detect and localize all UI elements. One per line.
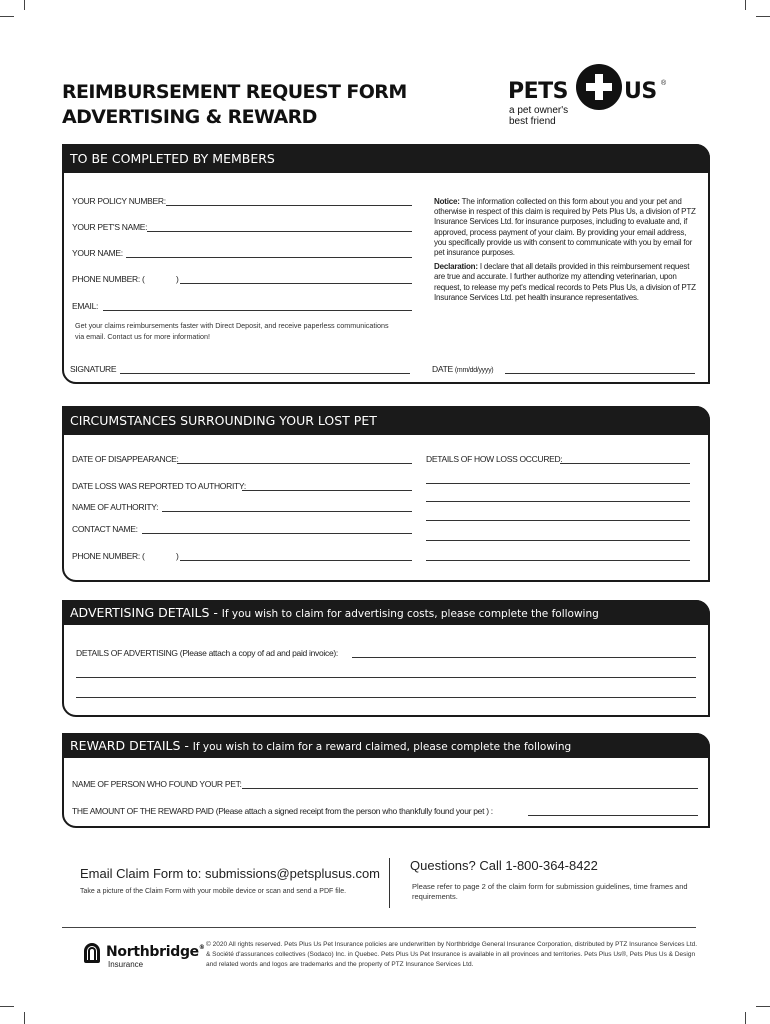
plus-icon — [586, 83, 612, 91]
logo-text-pets: PETS — [508, 79, 569, 104]
direct-deposit-line-1: Get your claims reimbursements faster with Direct Deposit, and receive paperless communications — [75, 321, 389, 330]
advertising-heading: ADVERTISING DETAILS - — [70, 605, 218, 620]
notice-title: Notice: — [434, 197, 460, 206]
reward-subheading: If you wish to claim for a reward claimed, please complete the following — [192, 741, 572, 753]
date-format: (mm/dd/yyyy) — [454, 367, 494, 374]
crop-mark — [0, 1006, 14, 1007]
reward-amount-label: THE AMOUNT OF THE REWARD PAID (Please attach a signed receipt from the person who thankfully found your pet ) : — [72, 806, 493, 816]
date-of-disappearance-field[interactable] — [177, 463, 412, 464]
authority-name-label: NAME OF AUTHORITY: — [72, 502, 159, 512]
your-name-label: YOUR NAME: — [72, 248, 123, 258]
pet-name-field[interactable] — [147, 231, 412, 232]
direct-deposit-line-2: via email. Contact us for more information! — [75, 332, 211, 341]
direct-deposit-note — [75, 320, 420, 342]
tagline-line-1: a pet owner's — [509, 105, 569, 116]
footer-rule — [62, 927, 696, 928]
loss-details-field[interactable] — [560, 463, 690, 464]
finder-name-label: NAME OF PERSON WHO FOUND YOUR PET: — [72, 779, 242, 789]
date-label — [432, 364, 493, 374]
declaration-title: Declaration: — [434, 262, 478, 272]
form-title — [62, 80, 407, 130]
email-label: EMAIL: — [72, 301, 99, 311]
policy-number-field[interactable] — [166, 205, 412, 206]
crop-mark — [0, 16, 14, 17]
loss-details-line[interactable] — [426, 501, 690, 502]
lost-pet-heading: CIRCUMSTANCES SURROUNDING YOUR LOST PET — [70, 413, 377, 428]
signature-label: SIGNATURE — [70, 364, 117, 374]
advertising-section — [62, 600, 710, 717]
advertising-details-field[interactable] — [352, 657, 696, 658]
declaration-paragraph — [434, 262, 696, 303]
advertising-section-header — [62, 600, 710, 625]
questions-phone-line: Questions? Call 1-800-364-8422 — [410, 858, 598, 873]
pets-plus-us-logo — [508, 64, 678, 134]
logo-tagline — [509, 105, 568, 127]
northbridge-insurance: Insurance — [108, 960, 144, 969]
notice-text: The information collected on this form about you and your pet and otherwise in respect of this claim is required by Pets Plus Us, a division of PTZ Insurance Services Ltd. for insurance purposes, including to evaluate and, if approved, process payment of your claim. By providing your email address, you specifically provide us with consent to communicate with you by email for pet insurance purposes. — [434, 197, 696, 258]
date-label-text: DATE — [432, 364, 453, 374]
reward-heading: REWARD DETAILS - — [70, 738, 189, 753]
crop-mark — [24, 0, 25, 10]
email-claim-instructions: Take a picture of the Claim Form with your mobile device or scan and send a PDF file. — [80, 888, 347, 895]
phone-number-field[interactable] — [180, 283, 412, 284]
tagline-line-2: best friend — [509, 116, 556, 127]
loss-details-line[interactable] — [426, 560, 690, 561]
loss-details-label: DETAILS OF HOW LOSS OCCURED: — [426, 454, 563, 464]
legal-notice: © 2020 All rights reserved. Pets Plus Us Pet Insurance policies are underwritten by Northbridge General Insurance Corporation, distributed by PTZ Insurance Services Ltd. & Société d'assurances collectives (Sodaco) Inc. in Quebec. Pets Plus Us Pet Insurance is available in all provinces and territories. Pets Plus Us®, Pets Plus Us & Design and related words and logos are trademarks and the property of PTZ Insurance Services Ltd. — [206, 941, 698, 968]
crop-mark — [756, 1006, 770, 1007]
northbridge-reg: ® — [198, 944, 205, 951]
members-section-header — [62, 144, 710, 173]
reward-section-header — [62, 733, 710, 758]
members-heading: TO BE COMPLETED BY MEMBERS — [70, 151, 275, 166]
lost-pet-section — [62, 406, 710, 582]
advertising-subheading: If you wish to claim for advertising costs, please complete the following — [221, 608, 599, 620]
loss-details-line[interactable] — [426, 483, 690, 484]
questions-instructions: Please refer to page 2 of the claim form for submission guidelines, time frames and requirements. — [412, 882, 688, 901]
date-reported-field[interactable] — [242, 490, 412, 491]
loss-details-line[interactable] — [426, 540, 690, 541]
advertising-details-line[interactable] — [76, 697, 696, 698]
date-reported-label: DATE LOSS WAS REPORTED TO AUTHORITY: — [72, 481, 246, 491]
contact-name-field[interactable] — [142, 533, 412, 534]
reward-amount-field[interactable] — [528, 815, 698, 816]
policy-number-label: YOUR POLICY NUMBER: — [72, 196, 166, 206]
northbridge-name-text: Northbridge — [106, 944, 199, 960]
lost-pet-section-header — [62, 406, 710, 435]
logo-text-us: US — [624, 79, 657, 104]
title-line-1: REIMBURSEMENT REQUEST FORM — [62, 81, 407, 103]
lost-pet-phone-field[interactable] — [180, 560, 412, 561]
northbridge-name — [106, 944, 205, 960]
title-line-2: ADVERTISING & REWARD — [62, 106, 317, 128]
phone-number-label: PHONE NUMBER: ( — [72, 274, 145, 284]
notice-paragraph — [434, 197, 696, 258]
logo-registered: ® — [661, 80, 667, 87]
footer-divider — [389, 858, 390, 908]
your-name-field[interactable] — [126, 257, 412, 258]
loss-details-line[interactable] — [426, 520, 690, 521]
declaration-text: I declare that all details provided in this reimbursement request are true and accurate. I further authorize my attending veterinarian, upon request, to release my pet's medical records to Pets Plus Us, a division of PTZ Insurance Services Ltd. pet health insurance representatives. — [434, 262, 696, 302]
advertising-details-label: DETAILS OF ADVERTISING (Please attach a copy of ad and paid invoice): — [76, 648, 338, 658]
northbridge-logo — [84, 941, 205, 971]
phone-close-paren: ) — [176, 274, 179, 284]
finder-name-field[interactable] — [242, 788, 698, 789]
notice-block — [434, 197, 696, 303]
email-field[interactable] — [103, 310, 412, 311]
lost-pet-phone-close-paren: ) — [176, 551, 179, 561]
crop-mark — [24, 1012, 25, 1024]
signature-field[interactable] — [120, 373, 410, 374]
crop-mark — [745, 0, 746, 10]
pet-name-label: YOUR PET'S NAME: — [72, 222, 148, 232]
contact-name-label: CONTACT NAME: — [72, 524, 138, 534]
crop-mark — [745, 1012, 746, 1024]
authority-name-field[interactable] — [162, 511, 412, 512]
northbridge-arch-icon — [88, 947, 96, 963]
date-field[interactable] — [505, 373, 695, 374]
date-of-disappearance-label: DATE OF DISAPPEARANCE: — [72, 454, 179, 464]
lost-pet-phone-label: PHONE NUMBER: ( — [72, 551, 145, 561]
advertising-details-line[interactable] — [76, 677, 696, 678]
crop-mark — [756, 16, 770, 17]
email-claim-line: Email Claim Form to: submissions@petsplusus.com — [80, 866, 381, 881]
